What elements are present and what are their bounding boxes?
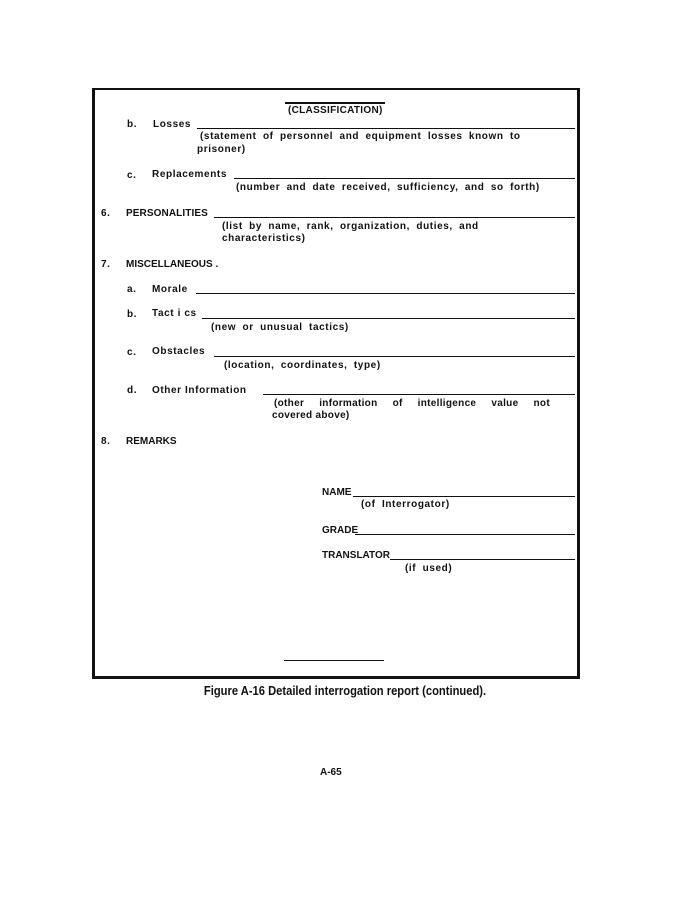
name-label: NAME — [322, 487, 352, 498]
replacements-input-line[interactable] — [234, 178, 575, 179]
other-info-hint-word: intelligence — [417, 398, 477, 409]
morale-label: Morale — [152, 284, 188, 295]
replacements-letter: c. — [127, 170, 137, 181]
name-input-line[interactable] — [353, 496, 575, 497]
tactics-hint: (new or unusual tactics) — [211, 322, 349, 333]
remarks-number: 8. — [101, 436, 111, 447]
morale-letter: a. — [127, 284, 137, 295]
losses-hint-cont: prisoner) — [197, 144, 246, 155]
other-info-hint-word: not — [533, 398, 550, 409]
personalities-hint: (list by name, rank, organization, duties, and — [222, 221, 479, 232]
other-info-input-line[interactable] — [263, 394, 575, 395]
other-info-hint — [274, 398, 550, 410]
morale-input-line[interactable] — [196, 293, 575, 294]
tactics-input-line[interactable] — [202, 318, 575, 319]
classification-label: (CLASSIFICATION) — [288, 105, 383, 116]
classification-bar — [285, 102, 385, 104]
replacements-hint: (number and date received, sufficiency, and so forth) — [236, 182, 540, 193]
translator-hint: (if used) — [405, 563, 453, 574]
personalities-input-line[interactable] — [214, 217, 575, 218]
name-hint: (of Interrogator) — [361, 499, 450, 510]
other-info-hint-word: information — [319, 398, 378, 409]
obstacles-hint: (location, coordinates, type) — [224, 360, 381, 371]
remarks-area[interactable] — [126, 452, 566, 482]
losses-hint: (statement of personnel and equipment losses known to — [200, 131, 521, 142]
translator-input-line[interactable] — [390, 559, 575, 560]
grade-input-line[interactable] — [355, 534, 575, 535]
losses-input-line[interactable] — [197, 128, 575, 129]
other-info-hint-word: of — [392, 398, 403, 409]
other-info-label: Other Information — [152, 385, 247, 396]
replacements-label: Replacements — [152, 169, 228, 180]
obstacles-input-line[interactable] — [214, 356, 575, 357]
losses-label: Losses — [153, 119, 192, 130]
figure-caption: Figure A-16 Detailed interrogation report (continued). — [203, 683, 487, 698]
translator-label: TRANSLATOR — [322, 550, 390, 561]
personalities-hint-cont: characteristics) — [222, 233, 306, 244]
personalities-label: PERSONALITIES — [126, 208, 208, 219]
remarks-label: REMARKS — [126, 436, 177, 447]
bottom-classification-bar — [284, 660, 384, 661]
tactics-letter: b. — [127, 309, 138, 320]
page-number: A-65 — [320, 767, 342, 778]
misc-label: MISCELLANEOUS . — [126, 259, 219, 270]
other-info-hint-word: (other — [274, 398, 305, 409]
personalities-number: 6. — [101, 208, 111, 219]
other-info-hint-word: value — [491, 398, 519, 409]
other-info-hint-cont: covered above) — [272, 410, 350, 421]
grade-label: GRADE — [322, 525, 359, 536]
misc-number: 7. — [101, 259, 111, 270]
losses-letter: b. — [127, 119, 138, 130]
tactics-label: Tact i cs — [152, 308, 197, 319]
obstacles-letter: c. — [127, 347, 137, 358]
obstacles-label: Obstacles — [152, 346, 206, 357]
other-info-letter: d. — [127, 385, 138, 396]
